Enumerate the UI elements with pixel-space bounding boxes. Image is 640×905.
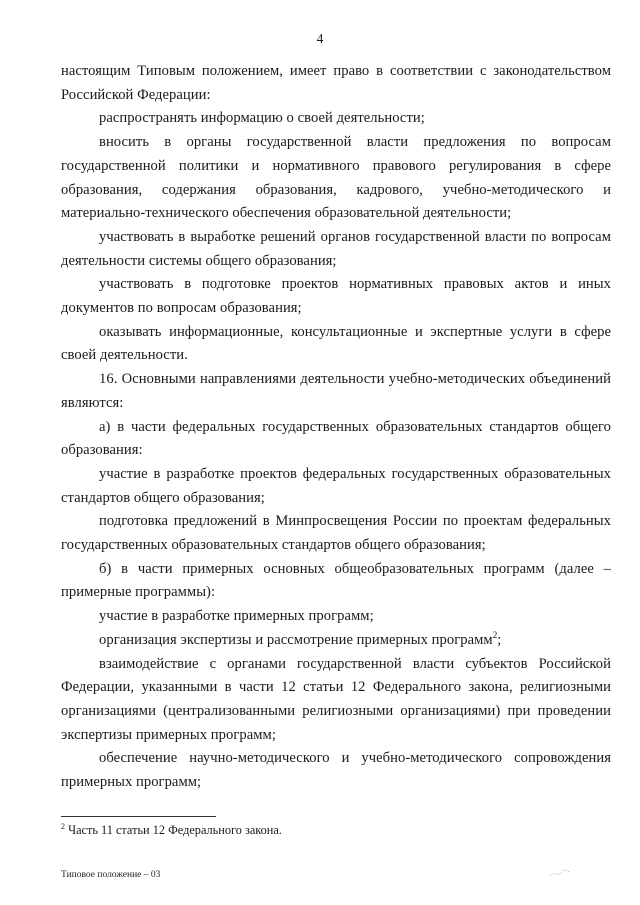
paragraph: а) в части федеральных государственных образовательных стандартов общего образования: bbox=[61, 418, 611, 459]
footnote bbox=[61, 822, 611, 838]
paragraph: оказывать информационные, консультационные и экспертные услуги в сфере своей деятельности. bbox=[61, 323, 611, 364]
paragraph-tail: ; bbox=[497, 631, 502, 648]
paragraph: б) в части примерных основных общеобразовательных программ (далее – примерные программы): bbox=[61, 560, 611, 601]
paragraph: обеспечение научно-методического и учебно-методического сопровождения примерных программ; bbox=[61, 750, 611, 791]
footer-label: Типовое положение – 03 bbox=[61, 870, 161, 880]
document-body bbox=[61, 60, 611, 795]
scan-mark-icon bbox=[548, 866, 572, 880]
paragraph: подготовка предложений в Минпросвещения России по проектам федеральных государственных образовательных стандартов общего образования; bbox=[61, 513, 611, 554]
page-number: 4 bbox=[316, 31, 324, 46]
footnote-separator bbox=[61, 816, 216, 817]
footnote-marker: 2 bbox=[61, 822, 65, 831]
footnote-text: Часть 11 статьи 12 Федерального закона. bbox=[65, 823, 282, 837]
footnote-reference: 2 bbox=[492, 629, 498, 640]
paragraph-section-16: 16. Основными направлениями деятельности учебно-методических объединений являются: bbox=[61, 371, 611, 411]
paragraph: участие в разработке примерных программ; bbox=[99, 608, 374, 625]
paragraph-with-footnote bbox=[61, 629, 611, 653]
paragraph: взаимодействие с органами государственной власти субъектов Российской Федерации, указанными в части 12 статьи 12 Федерального закона, религиозными организациями (централизованными религиозными организациями) при проведении экспертизы примерных программ; bbox=[61, 655, 611, 743]
paragraph: вносить в органы государственной власти предложения по вопросам государственной политики и нормативного правового регулирования в сфере образования, содержания образования, кадрового, учебно-методического и материально-технического обеспечения образовательной деятельности; bbox=[61, 134, 611, 222]
paragraph: настоящим Типовым положением, имеет право в соответствии с законодательством Российской Федерации: bbox=[61, 63, 611, 103]
paragraph: участвовать в подготовке проектов нормативных правовых актов и иных документов по вопросам образования; bbox=[61, 276, 611, 317]
paragraph: участвовать в выработке решений органов государственной власти по вопросам деятельности системы общего образования; bbox=[61, 228, 611, 269]
paragraph: распространять информацию о своей деятельности; bbox=[99, 110, 425, 127]
paragraph: участие в разработке проектов федеральных государственных образовательных стандартов общего образования; bbox=[61, 465, 611, 506]
paragraph-text: организация экспертизы и рассмотрение примерных программ bbox=[99, 631, 493, 648]
